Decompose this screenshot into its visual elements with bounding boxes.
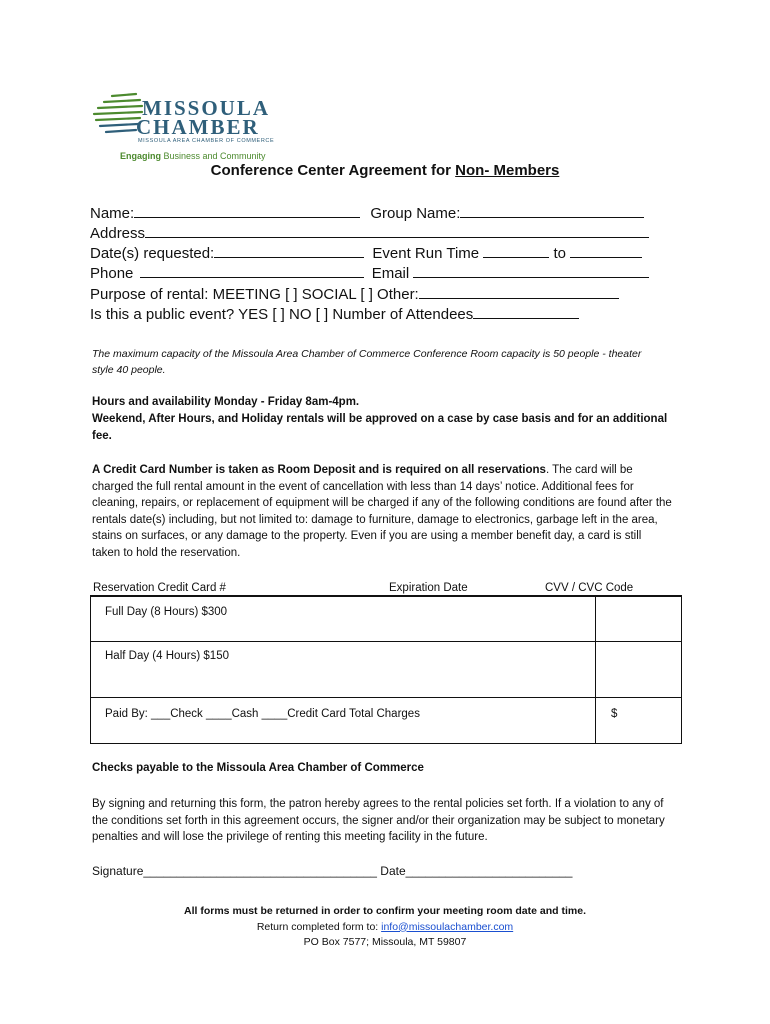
paid-by-row[interactable]: Paid By: ___Check ____Cash ____Credit Card Total Charges [105,708,420,720]
logo-tag-rest: Business and Community [161,151,266,161]
footer-return-label: Return completed form to: [256,920,382,933]
hours-line1: Hours and availability Monday - Friday 8am-4pm. [92,396,360,408]
name-label: Name: [90,205,135,222]
half-day-option[interactable]: Half Day (4 Hours) $150 [105,650,229,662]
logo-word-chamber: CHAMBER [136,115,260,139]
chamber-logo [90,88,280,164]
phone-field[interactable] [140,263,364,278]
address-row [90,223,649,242]
public-event-row [90,304,579,323]
table-row-divider [91,697,681,698]
logo-subline: MISSOULA AREA CHAMBER OF COMMERCE [138,138,275,144]
page-title [0,162,770,179]
event-end-field[interactable] [570,243,642,258]
logo-word-missoula: MISSOULA [142,96,271,120]
logo-tag-engaging: Engaging [120,151,161,161]
phone-row [90,263,649,282]
table-row-divider [91,641,681,642]
footer-line2 [0,920,770,936]
purpose-other-field[interactable] [419,284,619,299]
deposit-bold: A Credit Card Number is taken as Room Deposit and is required on all reservations [92,464,546,476]
hours-section [92,394,672,445]
header-cvv: CVV / CVC Code [545,582,634,594]
full-day-option[interactable]: Full Day (8 Hours) $300 [105,606,228,618]
attendees-field[interactable] [473,304,579,319]
hours-line2: Weekend, After Hours, and Holiday rentals will be approved on a case by case basis and for an additional fee. [92,413,668,442]
purpose-row [90,284,619,303]
to-label: to [553,245,566,262]
title-prefix: Conference Center Agreement for [210,162,456,179]
rental-table [90,596,682,744]
capacity-note: The maximum capacity of the Missoula Area Chamber of Commerce Conference Room capacity is 50 people - theater style 40 people. [92,348,642,376]
deposit-paragraph [92,462,672,561]
group-name-field[interactable] [460,203,644,218]
total-charges-field[interactable]: $ [611,708,618,720]
event-start-field[interactable] [483,243,549,258]
header-card-number: Reservation Credit Card # [93,582,226,594]
dates-field[interactable] [214,243,364,258]
deposit-rest: . The card will be charged the full rental amount in the event of cancellation with less than 14 days’ notice. Additional fees for cleaning, repairs, or replacement of equipment will be charged if any of the following conditions are found after the rentals date(s) including, but not limited to: damage to furniture, damage to electronics, garbage left in the area, stains on surfaces, or any damage to the property. Even if you are using a member benefit day, a card is still taken to hold the reservation. [92,464,672,559]
table-divider [595,597,596,743]
email-label: Email [371,265,410,282]
group-name-label: Group Name: [370,205,461,222]
signature-line[interactable]: Signature___________________________________ Date_________________________ [92,864,573,878]
checks-payable: Checks payable to the Missoula Area Chamber of Commerce [92,762,424,774]
footer [0,904,770,951]
title-underlined: Non- Members [455,162,560,179]
dates-row [90,243,642,262]
address-label: Address [90,225,146,242]
footer-line1: All forms must be returned in order to confirm your meeting room date and time. [184,905,586,917]
logo-tagline [120,151,266,161]
name-field[interactable] [134,203,360,218]
email-field[interactable] [413,263,649,278]
public-event-label: Is this a public event? YES [ ] NO [ ] Number of Attendees [90,306,474,323]
agreement-paragraph: By signing and returning this form, the patron hereby agrees to the rental policies set forth. If a violation to any of the conditions set forth in this agreement occurs, the signer and/or their organization may be subject to monetary penalties and will lose the privilege of renting this meeting facility in the future. [92,798,665,843]
purpose-label: Purpose of rental: MEETING [ ] SOCIAL [ ] Other: [90,286,419,303]
header-expiration: Expiration Date [389,582,468,594]
phone-label: Phone [90,265,134,282]
footer-address: PO Box 7577; Missoula, MT 59807 [303,936,467,948]
address-field[interactable] [145,223,649,238]
name-row [90,203,644,222]
event-run-time-label: Event Run Time [372,245,480,262]
dates-label: Date(s) requested: [90,245,215,262]
email-link[interactable]: info@missoulachamber.com [381,920,514,933]
